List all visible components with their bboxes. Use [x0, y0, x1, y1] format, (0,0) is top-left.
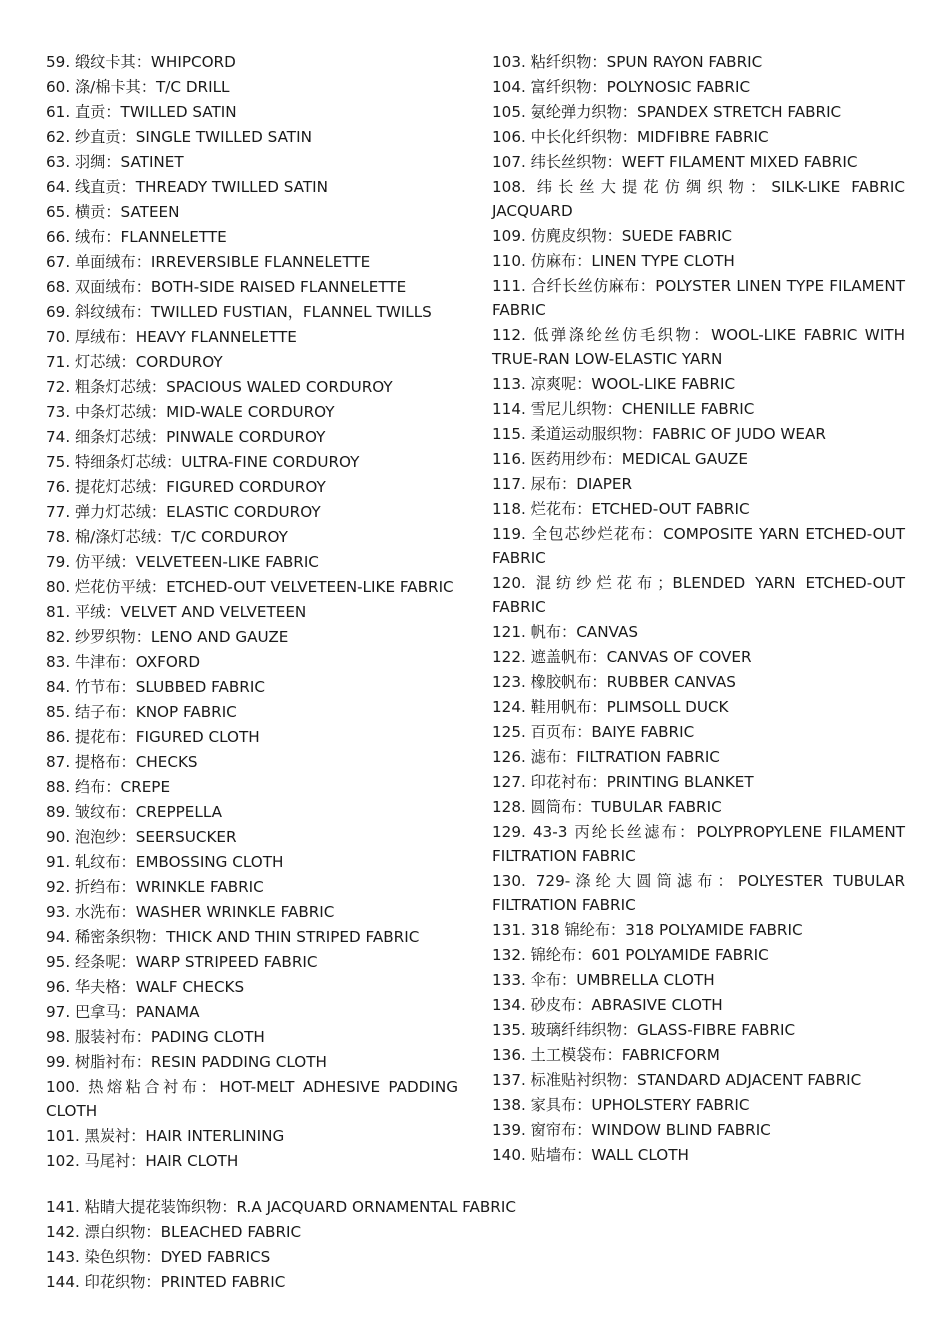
glossary-entry: 104. 富纤织物：POLYNOSIC FABRIC	[492, 78, 751, 96]
glossary-entry: 90. 泡泡纱：SEERSUCKER	[46, 828, 237, 846]
glossary-entry: 131. 318 锦纶布：318 POLYAMIDE FABRIC	[492, 921, 803, 939]
glossary-entry: 102. 马尾衬：HAIR CLOTH	[46, 1152, 239, 1170]
glossary-entry: 67. 单面绒布：IRREVERSIBLE FLANNELETTE	[46, 253, 371, 271]
glossary-entry: 81. 平绒：VELVET AND VELVETEEN	[46, 603, 307, 621]
glossary-entry: 124. 鞋用帆布：PLIMSOLL DUCK	[492, 698, 729, 716]
glossary-entry: 72. 粗条灯芯绒：SPACIOUS WALED CORDUROY	[46, 378, 393, 396]
glossary-entry: 87. 提格布：CHECKS	[46, 753, 198, 771]
glossary-entry: 144. 印花织物：PRINTED FABRIC	[46, 1273, 286, 1291]
glossary-entry: 88. 绉布：CREPE	[46, 778, 171, 796]
glossary-entry: 74. 细条灯芯绒：PINWALE CORDUROY	[46, 428, 326, 446]
glossary-entry: 112. 低弹涤纶丝仿毛织物：WOOL-LIKE FABRIC WITH TRUE-RAN LOW-ELASTIC YARN	[492, 326, 905, 368]
glossary-entry: 103. 粘纤织物：SPUN RAYON FABRIC	[492, 53, 763, 71]
glossary-entry: 109. 仿麂皮织物：SUEDE FABRIC	[492, 227, 733, 245]
glossary-entry: 119. 全包芯纱烂花布：COMPOSITE YARN ETCHED-OUT FABRIC	[492, 525, 905, 567]
glossary-entry: 101. 黑炭衬：HAIR INTERLINING	[46, 1127, 285, 1145]
glossary-entry: 99. 树脂衬布：RESIN PADDING CLOTH	[46, 1053, 327, 1071]
glossary-entry: 68. 双面绒布：BOTH-SIDE RAISED FLANNELETTE	[46, 278, 407, 296]
glossary-entry: 70. 厚绒布：HEAVY FLANNELETTE	[46, 328, 297, 346]
glossary-entry: 76. 提花灯芯绒：FIGURED CORDUROY	[46, 478, 326, 496]
glossary-entry: 63. 羽绸：SATINET	[46, 153, 184, 171]
glossary-entry: 61. 直贡：TWILLED SATIN	[46, 103, 237, 121]
glossary-entry: 118. 烂花布：ETCHED-OUT FABRIC	[492, 500, 750, 518]
glossary-entry: 93. 水洗布：WASHER WRINKLE FABRIC	[46, 903, 335, 921]
glossary-entry: 106. 中长化纤织物：MIDFIBRE FABRIC	[492, 128, 769, 146]
glossary-entry: 127. 印花衬布：PRINTING BLANKET	[492, 773, 754, 791]
right-column	[492, 50, 905, 1168]
bottom-rows	[46, 1195, 906, 1295]
glossary-entry: 69. 斜纹绒布：TWILLED FUSTIAN，FLANNEL TWILLS	[46, 303, 432, 321]
glossary-entry: 98. 服装衬布：PADING CLOTH	[46, 1028, 265, 1046]
glossary-entry: 125. 百页布：BAIYE FABRIC	[492, 723, 695, 741]
glossary-entry: 60. 涤/棉卡其：T/C DRILL	[46, 78, 230, 96]
glossary-entry: 136. 土工模袋布：FABRICFORM	[492, 1046, 720, 1064]
glossary-entry: 142. 漂白织物：BLEACHED FABRIC	[46, 1223, 302, 1241]
glossary-entry: 116. 医药用纱布：MEDICAL GAUZE	[492, 450, 748, 468]
glossary-entry: 137. 标准贴衬织物：STANDARD ADJACENT FABRIC	[492, 1071, 862, 1089]
glossary-entry: 110. 仿麻布：LINEN TYPE CLOTH	[492, 252, 735, 270]
glossary-entry: 64. 线直贡：THREADY TWILLED SATIN	[46, 178, 328, 196]
glossary-entry: 85. 结子布：KNOP FABRIC	[46, 703, 237, 721]
glossary-entry: 141. 粘睛大提花装饰织物：R.A JACQUARD ORNAMENTAL FABRIC	[46, 1198, 516, 1216]
glossary-entry: 120. 混纺纱烂花布；BLENDED YARN ETCHED-OUT FABRIC	[492, 574, 905, 616]
glossary-entry: 138. 家具布：UPHOLSTERY FABRIC	[492, 1096, 750, 1114]
glossary-entry: 97. 巴拿马：PANAMA	[46, 1003, 200, 1021]
glossary-entry: 143. 染色织物：DYED FABRICS	[46, 1248, 271, 1266]
glossary-entry: 114. 雪尼儿织物：CHENILLE FABRIC	[492, 400, 755, 418]
glossary-entry: 135. 玻璃纤纬织物：GLASS-FIBRE FABRIC	[492, 1021, 796, 1039]
glossary-entry: 71. 灯芯绒：CORDUROY	[46, 353, 223, 371]
glossary-entry: 91. 轧纹布：EMBOSSING CLOTH	[46, 853, 284, 871]
glossary-entry: 126. 滤布：FILTRATION FABRIC	[492, 748, 720, 766]
glossary-entry: 140. 贴墙布：WALL CLOTH	[492, 1146, 689, 1164]
glossary-entry: 79. 仿平绒：VELVETEEN-LIKE FABRIC	[46, 553, 319, 571]
glossary-entry: 86. 提花布：FIGURED CLOTH	[46, 728, 260, 746]
glossary-entry: 83. 牛津布：OXFORD	[46, 653, 201, 671]
glossary-entry: 113. 凉爽呢：WOOL-LIKE FABRIC	[492, 375, 736, 393]
glossary-entry: 65. 横贡：SATEEN	[46, 203, 180, 221]
glossary-entry: 123. 橡胶帆布：RUBBER CANVAS	[492, 673, 736, 691]
glossary-entry: 108. 纬长丝大提花仿绸织物：SILK-LIKE FABRIC JACQUARD	[492, 178, 905, 220]
glossary-entry: 128. 圆筒布：TUBULAR FABRIC	[492, 798, 722, 816]
glossary-entry: 111. 合纤长丝仿麻布：POLYSTER LINEN TYPE FILAMENT FABRIC	[492, 277, 905, 319]
glossary-entry: 66. 绒布：FLANNELETTE	[46, 228, 227, 246]
glossary-entry: 75. 特细条灯芯绒：ULTRA-FINE CORDUROY	[46, 453, 360, 471]
glossary-entry: 117. 尿布：DIAPER	[492, 475, 633, 493]
glossary-entry: 122. 遮盖帆布：CANVAS OF COVER	[492, 648, 752, 666]
glossary-entry: 130. 729-涤纶大圆筒滤布：POLYESTER TUBULAR FILTRATION FABRIC	[492, 872, 905, 914]
left-column	[46, 50, 458, 1174]
glossary-entry: 59. 缎纹卡其：WHIPCORD	[46, 53, 236, 71]
glossary-entry: 132. 锦纶布：601 POLYAMIDE FABRIC	[492, 946, 769, 964]
glossary-entry: 121. 帆布：CANVAS	[492, 623, 639, 641]
glossary-entry: 77. 弹力灯芯绒：ELASTIC CORDUROY	[46, 503, 321, 521]
glossary-entry: 78. 棉/涤灯芯绒：T/C CORDUROY	[46, 528, 288, 546]
glossary-entry: 94. 稀密条织物：THICK AND THIN STRIPED FABRIC	[46, 928, 420, 946]
glossary-entry: 92. 折绉布：WRINKLE FABRIC	[46, 878, 264, 896]
glossary-entry: 62. 纱直贡：SINGLE TWILLED SATIN	[46, 128, 312, 146]
glossary-entry: 82. 纱罗织物：LENO AND GAUZE	[46, 628, 289, 646]
glossary-entry: 105. 氨纶弹力织物：SPANDEX STRETCH FABRIC	[492, 103, 842, 121]
glossary-entry: 100. 热熔粘合衬布：HOT-MELT ADHESIVE PADDING CLOTH	[46, 1078, 458, 1120]
glossary-entry: 139. 窗帘布：WINDOW BLIND FABRIC	[492, 1121, 771, 1139]
glossary-entry: 84. 竹节布：SLUBBED FABRIC	[46, 678, 265, 696]
glossary-entry: 107. 纬长丝织物：WEFT FILAMENT MIXED FABRIC	[492, 153, 858, 171]
glossary-entry: 73. 中条灯芯绒：MID-WALE CORDUROY	[46, 403, 335, 421]
glossary-entry: 133. 伞布：UMBRELLA CLOTH	[492, 971, 715, 989]
glossary-entry: 96. 华夫格：WALF CHECKS	[46, 978, 245, 996]
glossary-entry: 115. 柔道运动服织物：FABRIC OF JUDO WEAR	[492, 425, 826, 443]
glossary-entry: 80. 烂花仿平绒：ETCHED-OUT VELVETEEN-LIKE FABRIC	[46, 578, 454, 596]
glossary-entry: 89. 皱纹布：CREPPELLA	[46, 803, 223, 821]
glossary-entry: 129. 43-3 丙纶长丝滤布：POLYPROPYLENE FILAMENT FILTRATION FABRIC	[492, 823, 905, 865]
glossary-entry: 95. 经条呢：WARP STRIPEED FABRIC	[46, 953, 318, 971]
glossary-entry: 134. 砂皮布：ABRASIVE CLOTH	[492, 996, 723, 1014]
